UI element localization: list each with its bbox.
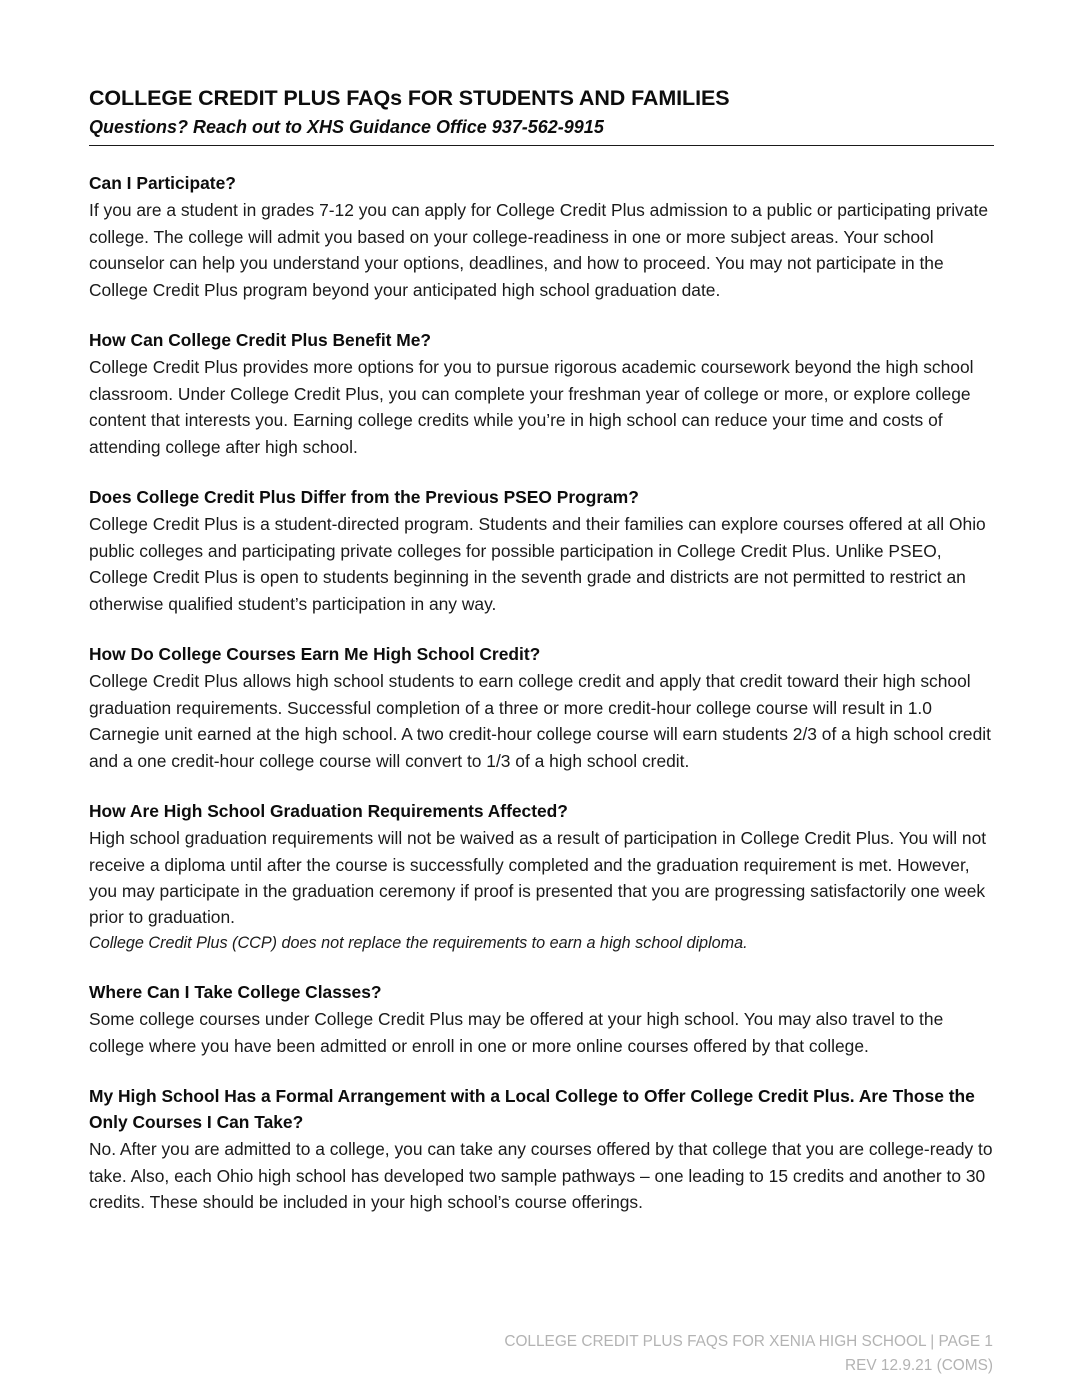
faq-item: [89, 641, 994, 774]
faq-question: Where Can I Take College Classes?: [89, 982, 382, 1003]
faq-question: Can I Participate?: [89, 173, 236, 194]
faq-answer: College Credit Plus allows high school students to earn college credit and apply that credit toward their high school graduation requirements. Successful completion of a three or more credit-hour college course will result in 1.0 Carnegie unit earned at the high school. A two credit-hour college course will earn students 2/3 of a high school credit and a one credit-hour college course will convert to 1/3 of a high school credit.: [89, 671, 991, 771]
faq-item: [89, 1083, 994, 1216]
faq-question: Does College Credit Plus Differ from the Previous PSEO Program?: [89, 487, 639, 508]
faq-item: [89, 484, 994, 617]
faq-question: How Do College Courses Earn Me High School Credit?: [89, 644, 541, 665]
faq-answer: If you are a student in grades 7-12 you can apply for College Credit Plus admission to a public or participating private college. The college will admit you based on your college-readiness in one or more subject areas. Your school counselor can help you understand your options, deadlines, and how to proceed. You may not participate in the College Credit Plus program beyond your anticipated high school graduation date.: [89, 200, 989, 300]
faq-answer: High school graduation requirements will not be waived as a result of participation in College Credit Plus. You will not receive a diploma until after the course is successfully completed and the graduation requirement is met. However, you may participate in the graduation ceremony if proof is presented that you are progressing satisfactorily one week prior to graduation.: [89, 828, 987, 928]
faq-question: How Are High School Graduation Requirements Affected?: [89, 801, 568, 821]
faq-item: [89, 798, 994, 955]
faq-question: How Can College Credit Plus Benefit Me?: [89, 330, 432, 351]
faq-answer: College Credit Plus is a student-directed program. Students and their families can explore courses offered at all Ohio public colleges and participating private colleges for possible participation in College Credit Plus. Unlike PSEO, College Credit Plus is open to students beginning in the seventh grade and districts are not permitted to restrict an otherwise qualified student’s participation in any way.: [89, 514, 986, 614]
footer-line-revision: REV 12.9.21 (COMS): [845, 1357, 993, 1375]
faq-note: College Credit Plus (CCP) does not replace the requirements to earn a high school diploma.: [89, 933, 748, 952]
faq-item: [89, 327, 994, 460]
page-subtitle: Questions? Reach out to XHS Guidance Office 937-562-9915: [89, 117, 604, 138]
faq-answer: College Credit Plus provides more options for you to pursue rigorous academic coursework beyond the high school classroom. Under College Credit Plus, you can complete your freshman year of college or more, or explore college content that interests you. Earning college credits while you’re in high school can reduce your time and costs of attending college after high school.: [89, 357, 974, 457]
footer-line-document-title: COLLEGE CREDIT PLUS FAQS FOR XENIA HIGH SCHOOL | PAGE 1: [504, 1333, 993, 1351]
faq-item: [89, 979, 994, 1059]
faq-item: [89, 170, 994, 303]
faq-answer: Some college courses under College Credit Plus may be offered at your high school. You may also travel to the college where you have been admitted or enroll in one or more online courses offered by that college.: [89, 1009, 944, 1056]
page-title: COLLEGE CREDIT PLUS FAQs FOR STUDENTS AND FAMILIES: [89, 86, 730, 110]
faq-question: My High School Has a Formal Arrangement with a Local College to Offer College Credit Plus. Are Those the Only Courses I Can Take?: [89, 1086, 975, 1133]
header-divider: [89, 145, 994, 146]
page-footer: [88, 1330, 993, 1378]
faq-answer: No. After you are admitted to a college, you can take any courses offered by that college that you are college-ready to take. Also, each Ohio high school has developed two sample pathways – one leading to 15 credits and another to 30 credits. These should be included in your high school’s course offerings.: [89, 1139, 993, 1213]
